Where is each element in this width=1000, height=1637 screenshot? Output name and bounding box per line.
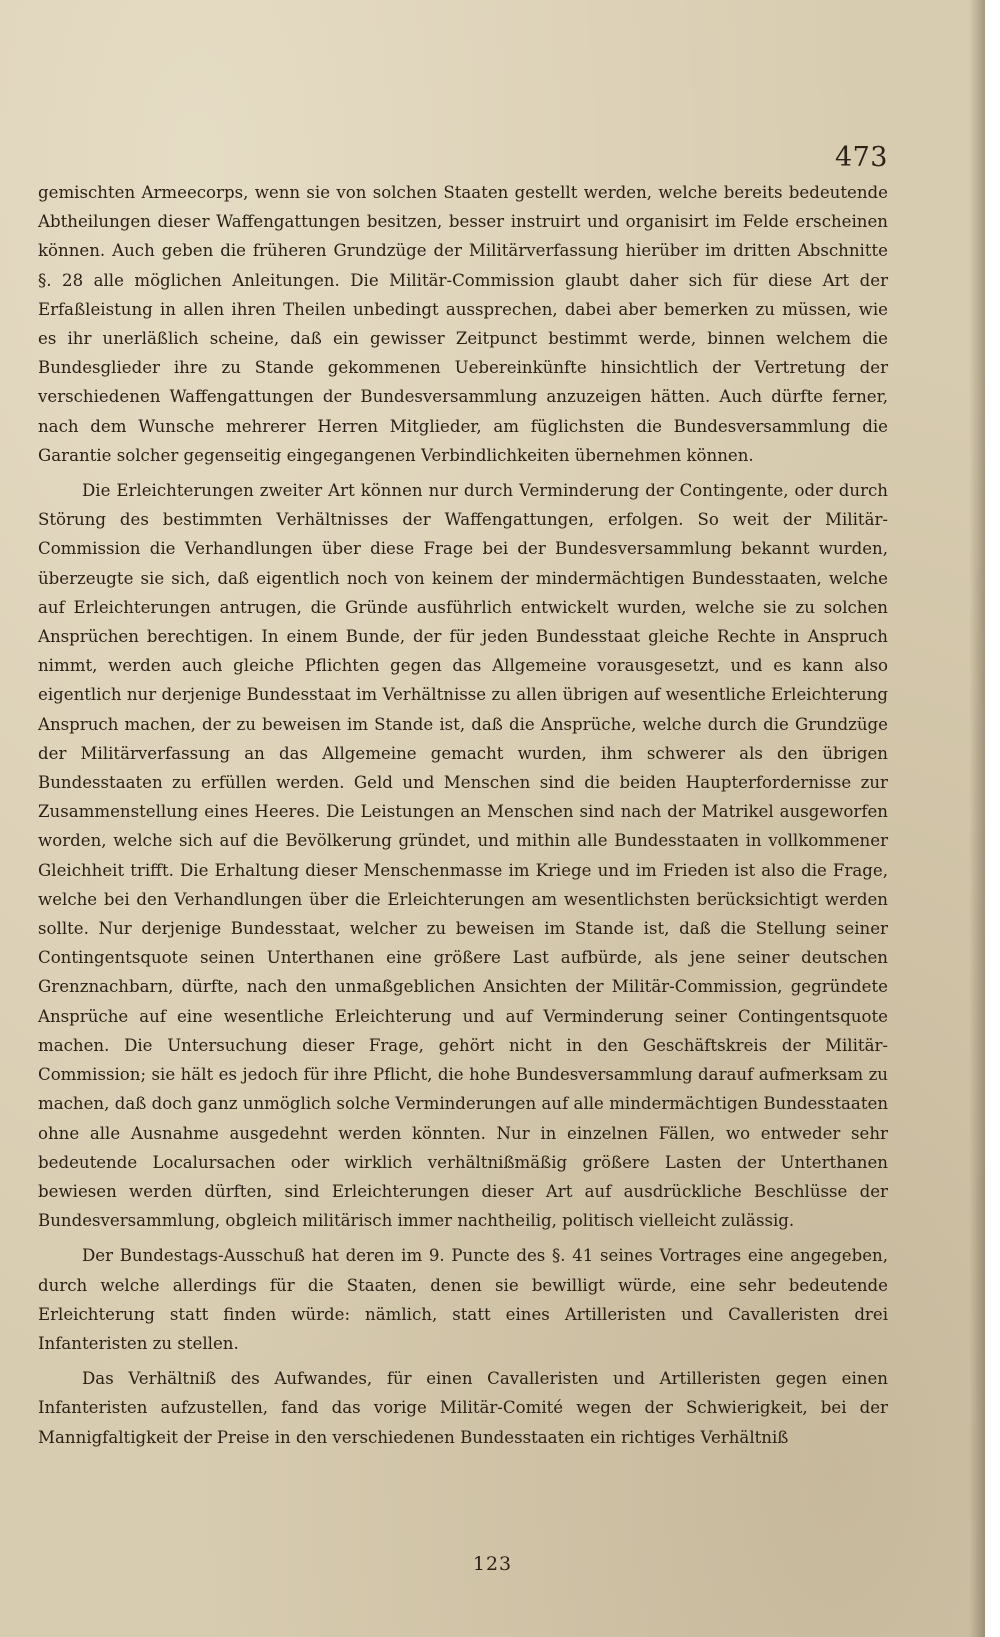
paragraph: Der Bundestags-Ausschuß hat deren im 9. Puncte des §. 41 seines Vortrages eine angegeben, durch welche allerdings für die Staaten, denen sie bewilligt würde, eine sehr bedeutende Erleichterung statt finden würde: nämlich, statt eines Artilleristen und Cavalleristen drei Infanteristen zu stellen. bbox=[38, 1246, 888, 1353]
paragraph: Die Erleichterungen zweiter Art können nur durch Verminderung der Contingente, oder durch Störung des bestimmten Verhältnisses der Waffengattungen, erfolgen. So weit der Militär-Commission die Verhandlungen über diese Frage bei der Bundesversammlung bekannt wurden, überzeugte sie sich, daß eigentlich noch von keinem der mindermächtigen Bundesstaaten, welche auf Erleichterungen antrugen, die Gründe ausführlich entwickelt wurden, welche sie zu solchen Ansprüchen berechtigen. In einem Bunde, der für jeden Bundesstaat gleiche Rechte in Anspruch nimmt, werden auch gleiche Pflichten gegen das Allgemeine vorausgesetzt, und es kann also eigentlich nur derjenige Bundesstaat im Verhältnisse zu allen übrigen auf wesentliche Erleichterung Anspruch machen, der zu beweisen im Stande ist, daß die Ansprüche, welche durch die Grundzüge der Militärverfassung an das Allgemeine gemacht wurden, ihm schwerer als den übrigen Bundesstaaten zu erfüllen werden. Geld und Menschen sind die beiden Haupterfordernisse zur Zusammenstellung eines Heeres. Die Leistungen an Menschen sind nach der Matrikel ausgeworfen worden, welche sich auf die Bevölkerung gründet, und mithin alle Bundesstaaten in vollkommener Gleichheit trifft. Die Erhaltung dieser Menschenmasse im Kriege und im Frieden ist also die Frage, welche bei den Verhandlungen über die Erleichterungen am wesentlichsten berücksichtigt werden sollte. Nur derjenige Bundesstaat, welcher zu beweisen im Stande ist, daß die Stellung seiner Contingentsquote seinen Unterthanen eine größere Last aufbürde, als jene seiner deutschen Grenznachbarn, dürfte, nach den unmaßgeblichen Ansichten der Militär-Commission, gegründete Ansprüche auf eine wesentliche Erleichterung und auf Verminderung seiner Contingentsquote machen. Die Untersuchung dieser Frage, gehört nicht in den Geschäftskreis der Militär-Commission; sie hält es jedoch für ihre Pflicht, die hohe Bundesversammlung darauf aufmerksam zu machen, daß doch ganz unmöglich solche Verminderungen auf alle mindermächtigen Bundesstaaten ohne alle Ausnahme ausgedehnt werden könnten. Nur in einzelnen Fällen, wo entweder sehr bedeutende Localursachen oder wirklich verhältnißmäßig größere Lasten der Unterthanen bewiesen werden dürften, sind Erleichterungen dieser Art auf ausdrückliche Beschlüsse der Bundesversammlung, obgleich militärisch immer nachtheilig, politisch vielleicht zulässig. bbox=[38, 481, 888, 1231]
page-number: 473 bbox=[834, 142, 888, 173]
signature-mark: 123 bbox=[472, 1553, 513, 1575]
page-edge-shadow bbox=[969, 0, 985, 1637]
paragraph: Das Verhältniß des Aufwandes, für einen Cavalleristen und Artilleristen gegen einen Infanteristen aufzustellen, fand das vorige Militär-Comité wegen der Schwierigkeit, bei der Mannigfaltigkeit der Preise in den verschiedenen Bundesstaaten ein richtiges Verhältniß bbox=[38, 1369, 888, 1447]
paragraph: gemischten Armeecorps, wenn sie von solchen Staaten gestellt werden, welche bereits bedeutende Abtheilungen dieser Waffengattungen besitzen, besser instruirt und organisirt im Felde erscheinen können. Auch geben die früheren Grundzüge der Militärverfassung hierüber im dritten Abschnitte §. 28 alle möglichen Anleitungen. Die Militär-Commission glaubt daher sich für diese Art der Erfaßleistung in allen ihren Theilen unbedingt aussprechen, dabei aber bemerken zu müssen, wie es ihr unerläßlich scheine, daß ein gewisser Zeitpunct bestimmt werde, binnen welchem die Bundesglieder ihre zu Stande gekommenen Uebereinkünfte hinsichtlich der Vertretung der verschiedenen Waffengattungen der Bundesversammlung anzuzeigen hätten. Auch dürfte ferner, nach dem Wunsche mehrerer Herren Mitglieder, am füglichsten die Bundesversammlung die Garantie solcher gegenseitig eingegangenen Verbindlichkeiten übernehmen können. bbox=[38, 183, 888, 465]
body-text bbox=[38, 178, 888, 1452]
